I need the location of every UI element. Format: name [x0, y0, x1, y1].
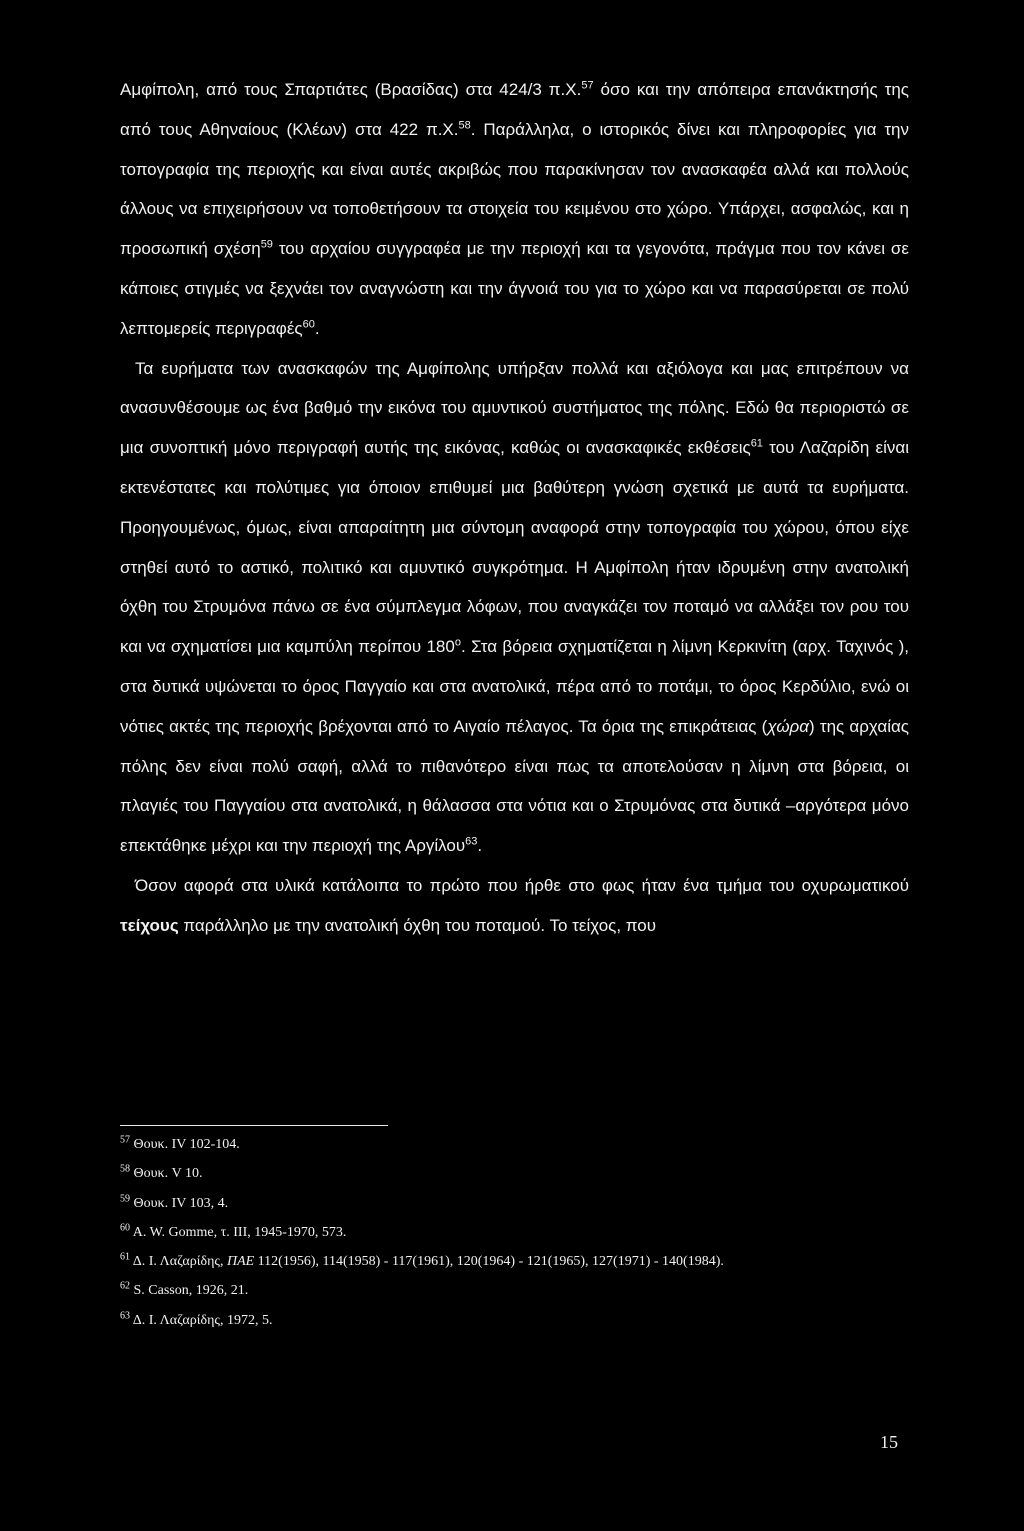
footnote-ref: 61	[750, 437, 763, 450]
paragraph: Όσον αφορά στα υλικά κατάλοιπα το πρώτο που ήρθε στο φως ήταν ένα τμήμα του οχυρωματικού τείχους παράλληλο με την ανατολική όχθη του ποταμού. Το τείχος, που	[120, 875, 909, 935]
body-text	[120, 70, 909, 946]
paragraph: Τα ευρήματα των ανασκαφών της Αμφίπολης υπήρξαν πολλά και αξιόλογα και μας επιτρέπουν να ανασυνθέσουμε ως ένα βαθμό την εικόνα του αμυντικού συστήματος της πόλης. Εδώ θα περιοριστώ σε μια συνοπτική μόνο περιγραφή αυτής της εικόνας, καθώς οι ανασκαφικές εκθέσεις$^{61}$ του Λαζαρίδη είναι εκτενέστατες και πολύτιμες για όποιον επιθυμεί μια βαθύτερη γνώση σχετικά με αυτά τα ευρήματα. Προηγουμένως, όμως, είναι απαραίτητη μια σύντομη αναφορά στην τοπογραφία του χώρου, όπου είχε στηθεί αυτό το αστικό, πολιτικό και αμυντικό συγκρότημα. Η Αμφίπολη ήταν ιδρυμένη στην ανατολική όχθη του Στρυμόνα πάνω σε ένα σύμπλεγμα λόφων, που αναγκάζει τον ποταμό να αλλάξει τον ρου του και να σχηματίσει μια καμπύλη περίπου $180^o$. Στα βόρεια σχηματίζεται η λίμνη Κερκινίτη (αρχ. Ταχινός ), στα δυτικά υψώνεται το όρος Παγγαίο και στα ανατολικά, πέρα από το ποτάμι, το όρος Κερδύλιο, ενώ οι νότιες ακτές της περιοχής βρέχονται από το Αιγαίο πέλαγος. Τα όρια της επικράτειας (χώρα) της αρχαίας πόλης δεν είναι πολύ σαφή, αλλά το πιθανότερο είναι πως τα αποτελούσαν η λίμνη στα βόρεια, οι πλαγιές του Παγγαίου στα ανατολικά, η θάλασσα στα νότια και ο Στρυμόνας στα δυτικά –αργότερα μόνο επεκτάθηκε μέχρι και την περιοχή της Αργίλου$^{63}$.	[120, 358, 909, 856]
footnote: $^{62}$ S. Casson, 1926, 21.	[120, 1280, 249, 1299]
footnote-ref: 63	[120, 1310, 130, 1322]
footnote: $^{61}$ Δ. Ι. Λαζαρίδης, ΠΑΕ 112(1956), 114(1958) - 117(1961), 120(1964) - 121(1965), 127(1971) - 140(1984).	[120, 1251, 724, 1270]
italic-text: χώρα	[767, 716, 809, 736]
footnote-ref: 57	[120, 1134, 130, 1146]
italic-text: ΠΑΕ	[226, 1254, 255, 1270]
footnote-ref: 57	[581, 79, 594, 92]
footnote-ref: 62	[120, 1280, 130, 1292]
footnote-ref: 59	[120, 1192, 130, 1204]
footnote-ref: 61	[120, 1251, 130, 1263]
footnote-ref: 60	[302, 318, 315, 331]
bold-text: τείχους	[120, 915, 179, 935]
footnotes	[120, 1130, 909, 1335]
footnote-separator	[120, 1125, 388, 1126]
footnote-ref: ο	[454, 636, 461, 649]
footnote-ref: 58	[458, 119, 471, 132]
footnote: $^{58}$ Θουκ. V 10.	[120, 1163, 203, 1182]
footnote: $^{63}$ Δ. Ι. Λαζαρίδης, 1972, 5.	[120, 1310, 273, 1328]
footnote-ref: 58	[120, 1163, 130, 1175]
footnote: $^{57}$ Θουκ. IV 102-104.	[120, 1134, 240, 1152]
paragraph: Αμφίπολη, από τους Σπαρτιάτες (Βρασίδας) στα 424/3 π.Χ.$^{57}$ όσο και την απόπειρα επανάκτησής της από τους Αθηναίους (Κλέων) στα 422 π.Χ.$^{58}$. Παράλληλα, ο ιστορικός δίνει και πληροφορίες για την τοπογραφία της περιοχής και είναι αυτές ακριβώς που παρακίνησαν τον ανασκαφέα αλλά και πολλούς άλλους να επιχειρήσουν να τοποθετήσουν τα στοιχεία του κειμένου στο χώρο. Υπάρχει, ασφαλώς, και η προσωπική σχέση$^{59}$ του αρχαίου συγγραφέα με την περιοχή και τα γεγονότα, πράγμα που τον κάνει σε κάποιες στιγμές να ξεχνάει τον αναγνώστη και την άγνοιά του για το χώρο και να παρασύρεται σε πολύ λεπτομερείς περιγραφές$^{60}$.	[120, 79, 909, 338]
footnote-ref: 63	[465, 835, 478, 848]
footnote: $^{60}$ A. W. Gomme, τ. III, 1945-1970, 573.	[120, 1222, 347, 1240]
footnote: $^{59}$ Θουκ. IV 103, 4.	[120, 1192, 229, 1211]
page-number: 15	[880, 1432, 898, 1452]
footnote-ref: 59	[260, 238, 273, 251]
footnote-ref: 60	[120, 1222, 130, 1234]
